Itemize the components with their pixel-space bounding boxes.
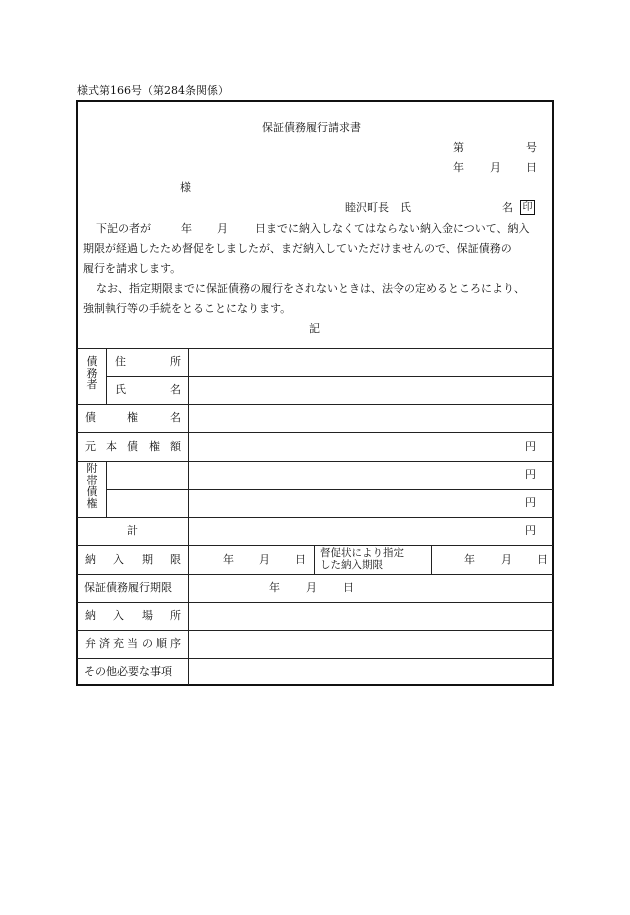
notice-line5: 強制執行等の手続をとることになります。 [83,302,292,315]
other-matters-label: その他必要な事項 [84,665,172,678]
notice-line1-month: 月 [217,222,228,235]
claim-name-label-b: 権 [127,411,138,424]
notice-line1-b: 日までに納入しなくてはならない納入金について、納入 [255,222,530,235]
row-line [77,517,553,518]
date-month: 月 [490,161,501,174]
principal-yen: 円 [525,440,536,453]
row-line [77,404,553,405]
guarantee-day: 日 [343,581,354,594]
addressee-honorific: 様 [180,181,191,194]
form-frame [76,100,554,686]
accessory-group-line [106,461,107,517]
row-line [106,376,553,377]
debtor-group-line [106,348,107,404]
guarantee-deadline-label: 保証債務履行期限 [84,581,172,594]
notice-line3: 履行を請求します。 [83,262,182,275]
row-line [77,461,553,462]
allocation-label-3: 充 [113,637,124,650]
allocation-label-7: 序 [170,637,181,650]
row-line [77,658,553,659]
notice-line4: なお、指定期限までに保証債務の履行をされないときは、法令の定めるところにより、 [96,282,525,295]
number-suffix: 号 [526,141,537,154]
row-line [106,489,553,490]
due-day: 日 [295,553,306,566]
principal-label-3: 債 [127,440,138,453]
date-year: 年 [453,161,464,174]
due-year: 年 [223,553,234,566]
row-line [77,602,553,603]
form-reference: 様式第166号（第284条関係） [77,84,229,97]
notice-line1-a: 下記の者が [96,222,151,235]
due-label-4: 限 [170,553,181,566]
guarantee-year: 年 [269,581,280,594]
row-line [77,432,553,433]
label-column-line [188,348,189,685]
accessory-row1-yen: 円 [525,468,536,481]
demand-year: 年 [464,553,475,566]
address-label-b: 所 [170,355,181,368]
allocation-label-4: 当 [127,637,138,650]
allocation-label-2: 済 [99,637,110,650]
name-label-a: 氏 [115,383,126,396]
accessory-group-label: 附 帯 債 権 [86,462,98,510]
table-top-line [77,348,553,349]
row-line [77,574,553,575]
due-divider-left [314,545,315,574]
row-line [77,630,553,631]
claim-name-label-c: 名 [170,411,181,424]
demand-day: 日 [537,553,548,566]
row-line [77,545,553,546]
demand-month: 月 [501,553,512,566]
address-label-a: 住 [115,355,126,368]
due-label-3: 期 [142,553,153,566]
notice-line1-year: 年 [181,222,192,235]
issuer-name-suffix: 名 [502,201,513,214]
allocation-label-6: 順 [156,637,167,650]
notice-line2: 期限が経過したため督促をしましたが、まだ納入していただけませんので、保証債務の [83,242,512,255]
place-label-4: 所 [170,609,181,622]
due-month: 月 [259,553,270,566]
due-divider-right [431,545,432,574]
number-prefix: 第 [453,141,464,154]
place-label-2: 入 [113,609,124,622]
due-label-1: 納 [85,553,96,566]
due-label-2: 入 [113,553,124,566]
principal-label-5: 額 [170,440,181,453]
accessory-row2-yen: 円 [525,496,536,509]
total-label: 計 [127,524,138,537]
place-label-3: 場 [142,609,153,622]
date-day: 日 [526,161,537,174]
demand-deadline-label: 督促状により指定 した納入期限 [320,547,404,571]
guarantee-month: 月 [306,581,317,594]
issuer-title: 睦沢町長 氏 [345,201,411,214]
allocation-label-1: 弁 [85,637,96,650]
allocation-label-5: の [142,637,153,650]
claim-name-label-a: 債 [85,411,96,424]
seal-mark: 印 [520,200,535,215]
place-label-1: 納 [85,609,96,622]
total-yen: 円 [525,524,536,537]
principal-label-4: 権 [149,440,160,453]
debtor-group-label: 債 務 者 [86,355,98,392]
principal-label-2: 本 [106,440,117,453]
notice-ki: 記 [309,322,320,335]
name-label-b: 名 [170,383,181,396]
principal-label-1: 元 [85,440,96,453]
document-title: 保証債務履行請求書 [262,121,361,134]
